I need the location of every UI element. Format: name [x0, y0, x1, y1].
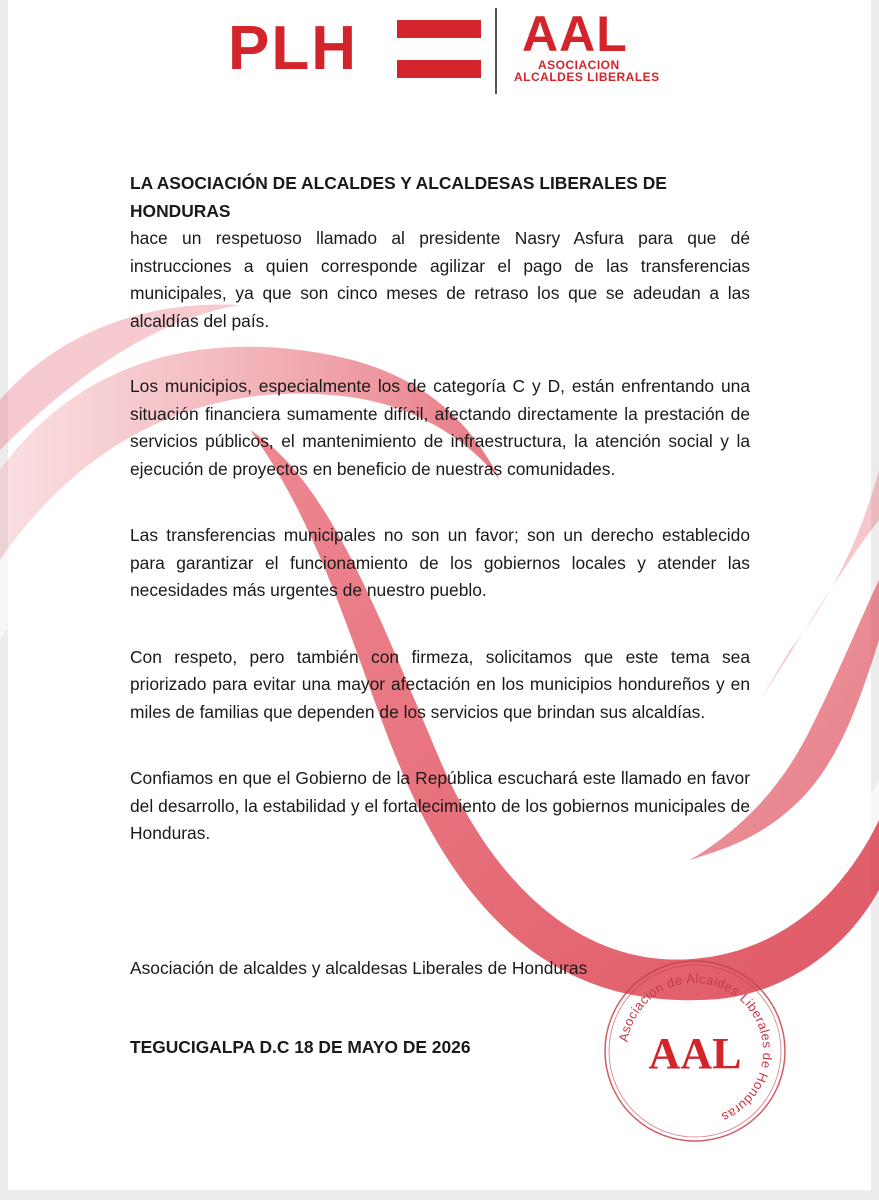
paragraph-4: Con respeto, pero también con firmeza, solicitamos que este tema sea priorizado para evitar una mayor afectación en los municipios hondureños y en miles de familias que dependen de los servicios que brindan sus alcaldías. — [130, 646, 750, 722]
logo-divider — [495, 8, 497, 94]
svg-text:AAL: AAL — [648, 1029, 742, 1078]
paragraph-2: Los municipios, especialmente los de categoría C y D, están enfrentando una situación financiera sumamente difícil, afectando directamente la prestación de servicios públicos, el mantenimiento de infraestructura, la atención social y la ejecución de proyectos en beneficio de nuestras comunidades. — [130, 376, 750, 479]
letter-body — [130, 170, 750, 848]
aal-logo-subtitle-1: ASOCIACION — [538, 58, 620, 72]
svg-text:Asociacion de Alcaldes Liberal: Asociacion de Alcaldes Liberales de Honduras — [615, 970, 776, 1126]
letterhead — [0, 0, 879, 110]
letter-title: LA ASOCIACIÓN DE ALCALDES Y ALCALDESAS LIBERALES DE HONDURAS — [130, 173, 667, 221]
signature-line: Asociación de alcaldes y alcaldesas Liberales de Honduras — [130, 958, 588, 978]
aal-logo-subtitle-2: ALCALDES LIBERALES — [514, 70, 660, 84]
place-date: TEGUCIGALPA D.C 18 DE MAYO DE 2026 — [130, 1037, 471, 1057]
paragraph-5: Confiamos en que el Gobierno de la República escuchará este llamado en favor del desarrollo, la estabilidad y el fortalecimiento de los gobiernos municipales de Honduras. — [130, 768, 750, 843]
paragraph-3: Las transferencias municipales no son un favor; son un derecho establecido para garantizar el funcionamiento de los gobiernos locales y atender las necesidades más urgentes de nuestro pueblo. — [130, 525, 750, 600]
plh-flag-icon — [397, 20, 481, 78]
aal-seal-stamp — [600, 956, 790, 1146]
aal-logo-text: AAL — [522, 6, 628, 62]
plh-logo-text: PLH — [228, 14, 358, 83]
paragraph-1: hace un respetuoso llamado al presidente Nasry Asfura para que dé instrucciones a quien corresponde agilizar el pago de las transferencias municipales, ya que son cinco meses de retraso los que se adeudan a las alcaldías del país. — [130, 228, 750, 331]
